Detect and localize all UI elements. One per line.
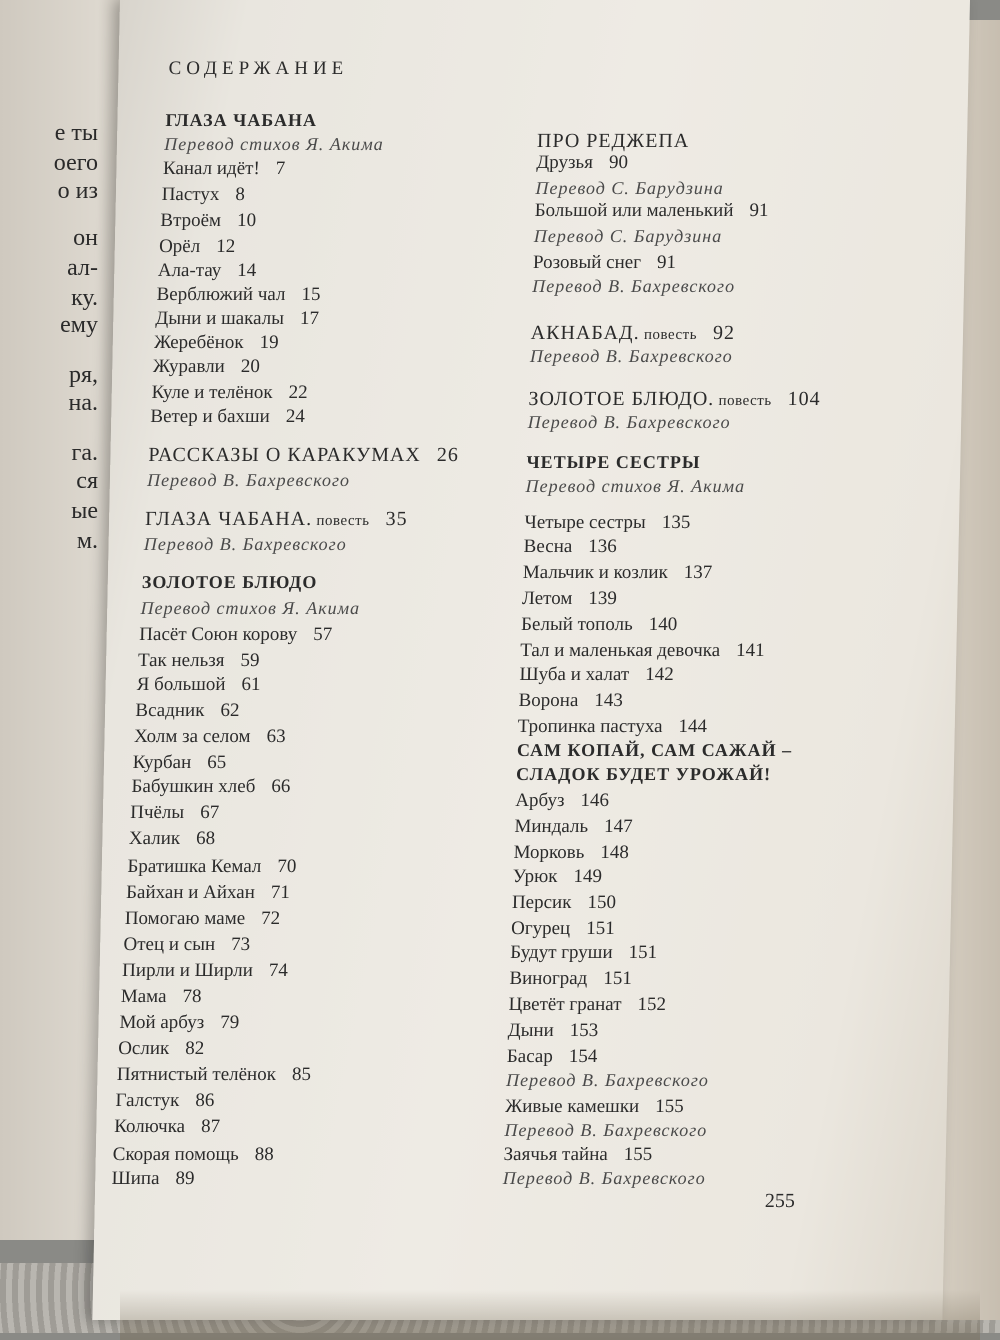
- translator-credit: Перевод С. Барудзина: [533, 226, 723, 246]
- toc-entry: [519, 664, 674, 686]
- contents-page: [92, 0, 970, 1320]
- toc-entry: [156, 284, 320, 306]
- entry-title: Живые камешки: [505, 1096, 640, 1117]
- left-page-text-fragment: ря,: [68, 362, 98, 388]
- toc-entry: [507, 1020, 598, 1042]
- toc-entry: [161, 184, 245, 206]
- entry-page-number: 62: [220, 700, 240, 721]
- page-number: 255: [764, 1190, 796, 1212]
- section-note: повесть: [311, 513, 370, 529]
- entry-page-number: 74: [268, 960, 289, 981]
- left-page-text-fragment: ся: [76, 468, 98, 494]
- toc-entry: [510, 942, 657, 964]
- entry-page-number: 140: [648, 614, 678, 635]
- left-page-text-fragment: на.: [68, 390, 98, 416]
- entry-title: Дыни: [507, 1020, 555, 1041]
- toc-entry: [163, 158, 286, 180]
- entry-page-number: 14: [237, 260, 257, 281]
- entry-title: Скорая помощь: [112, 1144, 240, 1165]
- translator-credit: Перевод В. Бахревского: [532, 276, 736, 296]
- entry-title: Курбан: [132, 752, 192, 773]
- section-title: [516, 764, 771, 785]
- entry-page-number: 139: [588, 588, 618, 609]
- entry-title: Пятнистый телёнок: [116, 1064, 277, 1085]
- toc-entry: [111, 1168, 194, 1190]
- toc-entry: [155, 308, 319, 330]
- toc-entry: [139, 624, 332, 646]
- translator-credit: Перевод В. Бахревского: [527, 412, 731, 432]
- toc-entry: [129, 828, 216, 850]
- toc-entry: [127, 856, 296, 878]
- entry-page-number: 137: [683, 562, 713, 583]
- entry-page-number: 73: [230, 934, 251, 955]
- left-page-text-fragment: он: [73, 225, 98, 251]
- entry-page-number: 146: [580, 790, 610, 811]
- toc-entry: [131, 776, 290, 798]
- entry-page-number: 90: [608, 152, 629, 173]
- entry-title: Друзья: [536, 152, 594, 173]
- toc-entry: [121, 986, 202, 1008]
- translator-credit: Перевод В. Бахревского: [505, 1070, 710, 1090]
- translator-credit: Перевод С. Барудзина: [535, 178, 725, 198]
- left-page-text-fragment: ему: [60, 312, 98, 338]
- left-page-text-fragment: ые: [71, 498, 98, 524]
- toc-entry: [113, 1144, 274, 1166]
- section-title: [148, 444, 459, 467]
- entry-page-number: 82: [185, 1038, 205, 1059]
- toc-entry: [150, 406, 305, 428]
- toc-entry: [514, 816, 633, 838]
- entry-page-number: 144: [678, 716, 708, 737]
- entry-title: Мальчик и козлик: [522, 562, 669, 583]
- entry-title: Весна: [523, 536, 573, 557]
- toc-entry: [508, 994, 666, 1016]
- entry-title: Ворона: [518, 690, 579, 711]
- entry-title: Четыре сестры: [524, 512, 647, 533]
- entry-title: Персик: [511, 892, 572, 913]
- entry-page-number: 10: [236, 210, 257, 231]
- entry-page-number: 155: [654, 1096, 684, 1117]
- entry-page-number: 135: [661, 512, 691, 533]
- section-title-text: САМ КОПАЙ, САМ САЖАЙ –: [516, 740, 793, 760]
- entry-title: Холм за селом: [133, 726, 251, 747]
- entry-page-number: 70: [277, 856, 297, 877]
- toc-entry: [505, 1096, 684, 1118]
- entry-page-number: 155: [623, 1144, 653, 1165]
- toc-entry: [122, 960, 288, 982]
- toc-entry: [117, 1064, 312, 1086]
- section-title-text: ЗОЛОТОЕ БЛЮДО.: [528, 388, 715, 410]
- entry-page-number: 61: [241, 674, 261, 695]
- section-page-number: 35: [385, 508, 408, 530]
- section-title: [530, 322, 735, 345]
- entry-title: Пастух: [161, 184, 220, 205]
- entry-page-number: 19: [259, 332, 279, 353]
- toc-entry: [517, 716, 707, 738]
- toc-entry: [533, 252, 676, 274]
- toc-entry: [138, 650, 260, 672]
- toc-entry: [134, 726, 286, 748]
- entry-page-number: 143: [594, 690, 624, 711]
- entry-title: Мой арбуз: [119, 1012, 205, 1033]
- entry-title: Пасёт Союн корову: [139, 624, 298, 645]
- toc-entry: [507, 1046, 598, 1068]
- entry-page-number: 85: [291, 1064, 312, 1085]
- section-title: [142, 572, 318, 593]
- entry-page-number: 72: [260, 908, 281, 929]
- translator-credit: Перевод стихов Я. Акима: [164, 134, 384, 154]
- section-page-number: 26: [436, 444, 460, 466]
- contents-heading: СОДЕРЖАНИЕ: [168, 58, 349, 79]
- entry-title: Белый тополь: [520, 614, 633, 635]
- section-title-text: ЧЕТЫРЕ СЕСТРЫ: [526, 452, 701, 472]
- translator-credit: Перевод В. Бахревского: [143, 534, 347, 554]
- entry-title: Всадник: [135, 700, 205, 721]
- entry-title: Ослик: [117, 1038, 170, 1059]
- entry-page-number: 91: [656, 252, 677, 273]
- translator-credit: Перевод стихов Я. Акима: [525, 476, 746, 496]
- entry-page-number: 12: [215, 236, 236, 257]
- toc-entry: [518, 690, 623, 712]
- section-page-number: 92: [712, 322, 736, 344]
- toc-entry: [515, 790, 609, 812]
- entry-page-number: 141: [735, 640, 765, 661]
- entry-page-number: 151: [585, 918, 615, 939]
- entry-title: Канал идёт!: [162, 158, 261, 179]
- entry-page-number: 15: [301, 284, 321, 305]
- entry-page-number: 71: [270, 882, 291, 903]
- toc-entry: [115, 1090, 214, 1112]
- toc-entry: [125, 908, 281, 930]
- section-title-text: ГЛАЗА ЧАБАНА.: [144, 508, 313, 530]
- entry-page-number: 151: [603, 968, 633, 989]
- left-page-text-fragment: м.: [76, 528, 98, 554]
- entry-title: Жеребёнок: [153, 332, 244, 353]
- entry-title: Летом: [521, 588, 573, 609]
- left-page-text-fragment: е ты: [54, 120, 98, 146]
- section-title: [517, 740, 793, 761]
- entry-page-number: 24: [285, 406, 306, 427]
- section-page-number: 104: [787, 388, 821, 410]
- entry-page-number: 142: [644, 664, 674, 685]
- entry-title: Байхан и Айхан: [125, 882, 256, 903]
- toc-entry: [513, 866, 603, 888]
- entry-title: Орёл: [158, 236, 201, 257]
- toc-entry: [521, 614, 678, 636]
- toc-entry: [522, 588, 617, 610]
- entry-title: Виноград: [509, 968, 588, 989]
- toc-entry: [520, 640, 765, 662]
- entry-title: Куле и телёнок: [151, 382, 273, 403]
- entry-page-number: 86: [195, 1090, 215, 1111]
- entry-page-number: 7: [275, 158, 286, 179]
- entry-page-number: 66: [271, 776, 291, 797]
- toc-entry: [123, 934, 250, 956]
- entry-title: Журавли: [152, 356, 226, 377]
- left-page-text-fragment: ку.: [71, 285, 98, 311]
- toc-entry: [159, 236, 236, 258]
- section-title-text: ПРО РЕДЖЕПА: [536, 130, 690, 152]
- entry-page-number: 149: [573, 866, 603, 887]
- entry-page-number: 8: [235, 184, 246, 205]
- entry-title: Отец и сын: [123, 934, 216, 955]
- entry-page-number: 87: [200, 1116, 221, 1137]
- entry-title: Втроём: [160, 210, 222, 231]
- translator-credit: Перевод В. Бахревского: [529, 346, 734, 366]
- section-title-text: ЗОЛОТОЕ БЛЮДО: [141, 572, 318, 592]
- toc-entry: [153, 356, 260, 378]
- entry-title: Басар: [506, 1046, 554, 1067]
- entry-title: Шипа: [111, 1168, 160, 1189]
- toc-entry: [535, 200, 769, 222]
- entry-title: Миндаль: [514, 816, 589, 837]
- toc-entry: [119, 1012, 239, 1034]
- entry-title: Верблюжий чал: [156, 284, 286, 305]
- entry-title: Так нельзя: [137, 650, 225, 671]
- entry-title: Дыни и шакалы: [155, 308, 285, 329]
- toc-entry: [511, 918, 615, 940]
- entry-page-number: 136: [588, 536, 618, 557]
- entry-title: Шуба и халат: [519, 664, 630, 685]
- left-page-text-fragment: га.: [71, 440, 98, 466]
- entry-page-number: 152: [637, 994, 667, 1015]
- entry-page-number: 65: [207, 752, 227, 773]
- entry-page-number: 150: [587, 892, 617, 913]
- toc-entry: [154, 332, 279, 354]
- section-note: повесть: [639, 327, 698, 343]
- translator-credit: Перевод В. Бахревского: [146, 470, 351, 490]
- entry-page-number: 79: [220, 1012, 240, 1033]
- entry-page-number: 151: [628, 942, 658, 963]
- entry-title: Мама: [120, 986, 167, 1007]
- entry-title: Огурец: [510, 918, 571, 939]
- entry-page-number: 57: [313, 624, 333, 645]
- entry-title: Тал и маленькая девочка: [520, 640, 721, 661]
- entry-page-number: 59: [240, 650, 260, 671]
- section-title-text: СЛАДОК БУДЕТ УРОЖАЙ!: [515, 764, 772, 784]
- toc-entry: [512, 892, 616, 914]
- toc-entry: [160, 210, 256, 232]
- toc-entry: [151, 382, 308, 404]
- toc-entry: [523, 562, 713, 584]
- toc-entry: [126, 882, 290, 904]
- entry-page-number: 20: [240, 356, 261, 377]
- toc-entry: [536, 152, 628, 174]
- entry-title: Заячья тайна: [503, 1144, 609, 1165]
- toc-entry: [133, 752, 227, 774]
- entry-page-number: 88: [254, 1144, 275, 1165]
- entry-title: Халик: [128, 828, 181, 849]
- translator-credit: Перевод стихов Я. Акима: [140, 598, 361, 618]
- entry-page-number: 154: [568, 1046, 598, 1067]
- toc-entry: [135, 700, 239, 722]
- entry-page-number: 67: [199, 802, 220, 823]
- toc-entry: [513, 842, 629, 864]
- entry-title: Морковь: [513, 842, 585, 863]
- section-title-text: ГЛАЗА ЧАБАНА: [165, 110, 318, 130]
- entry-title: Ветер и бахши: [150, 406, 271, 427]
- entry-title: Галстук: [115, 1090, 180, 1111]
- toc-entry: [118, 1038, 205, 1060]
- entry-page-number: 147: [603, 816, 633, 837]
- entry-title: Я большой: [136, 674, 226, 695]
- entry-page-number: 63: [266, 726, 286, 747]
- toc-entry: [136, 674, 260, 696]
- toc-entry: [503, 1144, 652, 1166]
- section-note: повесть: [714, 393, 772, 409]
- entry-title: Братишка Кемал: [127, 856, 262, 877]
- entry-page-number: 78: [182, 986, 202, 1007]
- entry-page-number: 17: [299, 308, 320, 329]
- translator-credit: Перевод В. Бахревского: [502, 1168, 706, 1188]
- entry-title: Колючка: [113, 1116, 186, 1137]
- entry-title: Большой или маленький: [534, 200, 734, 221]
- entry-page-number: 153: [569, 1020, 599, 1041]
- section-title: [528, 388, 821, 411]
- entry-title: Бабушкин хлеб: [131, 776, 256, 797]
- section-title-text: РАССКАЗЫ О КАРАКУМАХ: [148, 444, 422, 466]
- section-title: [145, 508, 408, 531]
- entry-title: Тропинка пастуха: [517, 716, 663, 737]
- entry-title: Пчёлы: [129, 802, 185, 823]
- section-title: [537, 130, 690, 153]
- entry-title: Помогаю маме: [124, 908, 246, 929]
- toc-entry: [114, 1116, 220, 1138]
- section-title: [165, 110, 317, 131]
- left-page-text-fragment: ал-: [67, 255, 98, 281]
- entry-title: Пирли и Ширли: [121, 960, 254, 981]
- toc-entry: [523, 536, 617, 558]
- entry-page-number: 148: [600, 842, 630, 863]
- toc-entry: [509, 968, 632, 990]
- toc-entry: [524, 512, 690, 534]
- entry-page-number: 89: [175, 1168, 195, 1189]
- entry-title: Арбуз: [515, 790, 565, 811]
- translator-credit: Перевод В. Бахревского: [504, 1120, 708, 1140]
- entry-title: Урюк: [512, 866, 558, 887]
- toc-entry: [130, 802, 219, 824]
- entry-title: Розовый снег: [532, 252, 642, 273]
- entry-page-number: 91: [749, 200, 769, 221]
- left-page-text-fragment: оего: [53, 150, 98, 176]
- entry-page-number: 22: [288, 382, 308, 403]
- toc-entry: [158, 260, 257, 282]
- entry-title: Цветёт гранат: [508, 994, 622, 1015]
- entry-page-number: 68: [195, 828, 216, 849]
- entry-title: Будут груши: [510, 942, 613, 963]
- entry-title: Ала-тау: [157, 260, 222, 281]
- section-title-text: АКНАБАД.: [530, 322, 640, 344]
- left-page-text-fragment: о из: [57, 178, 98, 204]
- section-title: [526, 452, 701, 473]
